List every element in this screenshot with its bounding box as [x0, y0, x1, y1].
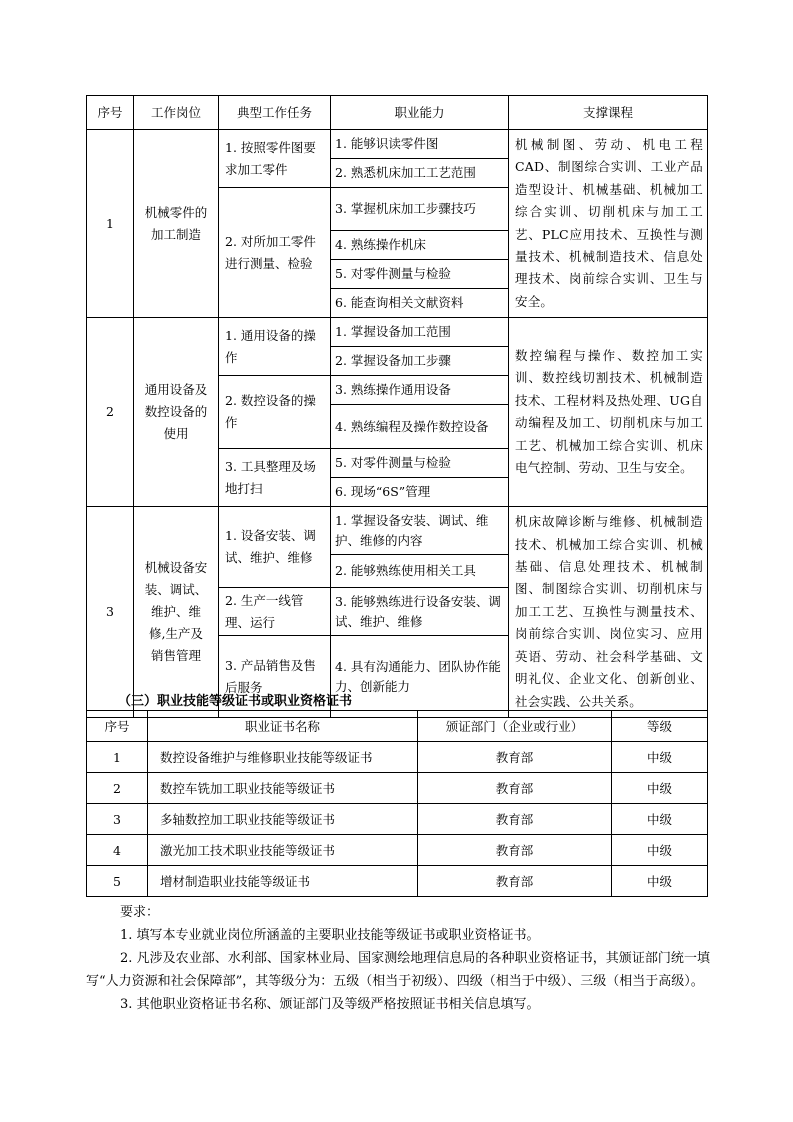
ability-cell: 3. 掌握机床加工步骤技巧	[331, 188, 509, 231]
header-cell: 序号	[87, 711, 148, 742]
level-cell: 中级	[612, 835, 708, 866]
ability-cell: 2. 能够熟练使用相关工具	[331, 555, 509, 588]
task-cell: 1. 设备安装、调试、维护、维修	[219, 507, 331, 587]
seq-cell: 2	[87, 773, 148, 804]
post-cell: 通用设备及数控设备的使用	[134, 318, 219, 507]
task-cell: 2. 对所加工零件进行测量、检验	[219, 188, 331, 318]
table-row	[87, 507, 708, 555]
ability-cell: 2. 熟悉机床加工工艺范围	[331, 159, 509, 188]
table-row	[87, 742, 708, 773]
task-cell: 2. 数控设备的操作	[219, 376, 331, 449]
seq-cell: 4	[87, 835, 148, 866]
header-cell: 工作岗位	[134, 96, 219, 130]
task-cell: 3. 工具整理及场地打扫	[219, 449, 331, 507]
header-cell: 序号	[87, 96, 134, 130]
cert-name-cell: 多轴数控加工职业技能等级证书	[148, 804, 418, 835]
cert-name-cell: 激光加工技术职业技能等级证书	[148, 835, 418, 866]
course-cell: 数控编程与操作、数控加工实训、数控线切割技术、机械制造技术、工程材料及热处理、UG自动编程及加工、切削机床与加工工艺、机械加工综合实训、机床电气控制、劳动、卫生与安全。	[509, 318, 708, 507]
table-row	[87, 804, 708, 835]
task-cell: 2. 生产一线管理、运行	[219, 587, 331, 636]
ability-cell: 6. 现场“6S”管理	[331, 478, 509, 507]
ability-cell: 5. 对零件测量与检验	[331, 260, 509, 289]
ability-cell: 5. 对零件测量与检验	[331, 449, 509, 478]
ability-cell: 1. 能够识读零件图	[331, 130, 509, 159]
ability-cell: 2. 掌握设备加工步骤	[331, 347, 509, 376]
header-cell: 职业能力	[331, 96, 509, 130]
ability-cell: 3. 能够熟练进行设备安装、调试、维护、维修	[331, 587, 509, 636]
requirement-item: 1. 填写本专业就业岗位所涵盖的主要职业技能等级证书或职业资格证书。	[120, 928, 540, 943]
ability-cell: 1. 掌握设备加工范围	[331, 318, 509, 347]
table-row	[87, 866, 708, 897]
seq-cell: 1	[87, 130, 134, 318]
seq-cell: 3	[87, 507, 134, 718]
cert-name-cell: 数控车铣加工职业技能等级证书	[148, 773, 418, 804]
header-cell: 典型工作任务	[219, 96, 331, 130]
post-cell: 机械零件的加工制造	[134, 130, 219, 318]
dept-cell: 教育部	[418, 804, 612, 835]
seq-cell: 1	[87, 742, 148, 773]
dept-cell: 教育部	[418, 742, 612, 773]
requirement-item: 3. 其他职业资格证书名称、颁证部门及等级严格按照证书相关信息填写。	[120, 997, 540, 1012]
requirement-item: 2. 凡涉及农业部、水利部、国家林业局、国家测绘地理信息局的各种职业资格证书，其颁证部门统一填写“人力资源和社会保障部”，其等级分为：五级（相当于初级）、四级（相当于中级）、三级（相当于高级）。	[86, 951, 710, 989]
ability-cell: 1. 掌握设备安装、调试、维护、维修的内容	[331, 507, 509, 555]
level-cell: 中级	[612, 804, 708, 835]
table-row	[87, 835, 708, 866]
task-cell: 3. 产品销售及售后服务	[219, 636, 331, 717]
ability-cell: 4. 熟练编程及操作数控设备	[331, 405, 509, 449]
task-cell: 1. 通用设备的操作	[219, 318, 331, 376]
header-cell: 职业证书名称	[148, 711, 418, 742]
level-cell: 中级	[612, 773, 708, 804]
seq-cell: 2	[87, 318, 134, 507]
seq-cell: 5	[87, 866, 148, 897]
requirements-title: 要求：	[120, 905, 160, 920]
table-row	[87, 773, 708, 804]
post-cell: 机械设备安装、调试、维护、维修,生产及销售管理	[134, 507, 219, 718]
cert-name-cell: 数控设备维护与维修职业技能等级证书	[148, 742, 418, 773]
header-cell: 支撑课程	[509, 96, 708, 130]
ability-cell: 6. 能查询相关文献资料	[331, 289, 509, 318]
task-cell: 1. 按照零件图要求加工零件	[219, 130, 331, 188]
dept-cell: 教育部	[418, 866, 612, 897]
ability-cell: 3. 熟练操作通用设备	[331, 376, 509, 405]
section-title: （三）职业技能等级证书或职业资格证书	[118, 694, 353, 709]
header-cell: 颁证部门（企业或行业）	[418, 711, 612, 742]
table-header-row	[87, 711, 708, 742]
dept-cell: 教育部	[418, 773, 612, 804]
table-row	[87, 318, 708, 347]
table-header-row	[87, 96, 708, 130]
cert-name-cell: 增材制造职业技能等级证书	[148, 866, 418, 897]
course-cell: 机床故障诊断与维修、机械制造技术、机械加工综合实训、机械基础、信息处理技术、机械制图、制图综合实训、切削机床与加工工艺、互换性与测量技术、岗前综合实训、岗位实习、应用英语、劳动、社会科学基础、文明礼仪、企业文化、创新创业、社会实践、公共关系。	[509, 507, 708, 718]
requirements	[86, 901, 710, 1016]
dept-cell: 教育部	[418, 835, 612, 866]
table-row	[87, 130, 708, 159]
certificate-table	[86, 710, 708, 897]
seq-cell: 3	[87, 804, 148, 835]
ability-cell: 4. 具有沟通能力、团队协作能力、创新能力	[331, 636, 509, 717]
level-cell: 中级	[612, 742, 708, 773]
job-ability-table	[86, 95, 708, 718]
header-cell: 等级	[612, 711, 708, 742]
level-cell: 中级	[612, 866, 708, 897]
ability-cell: 4. 熟练操作机床	[331, 231, 509, 260]
course-cell: 机械制图、劳动、机电工程CAD、制图综合实训、工业产品造型设计、机械基础、机械加工综合实训、切削机床与加工工艺、PLC应用技术、互换性与测量技术、机械制造技术、信息处理技术、岗前综合实训、卫生与安全。	[509, 130, 708, 318]
